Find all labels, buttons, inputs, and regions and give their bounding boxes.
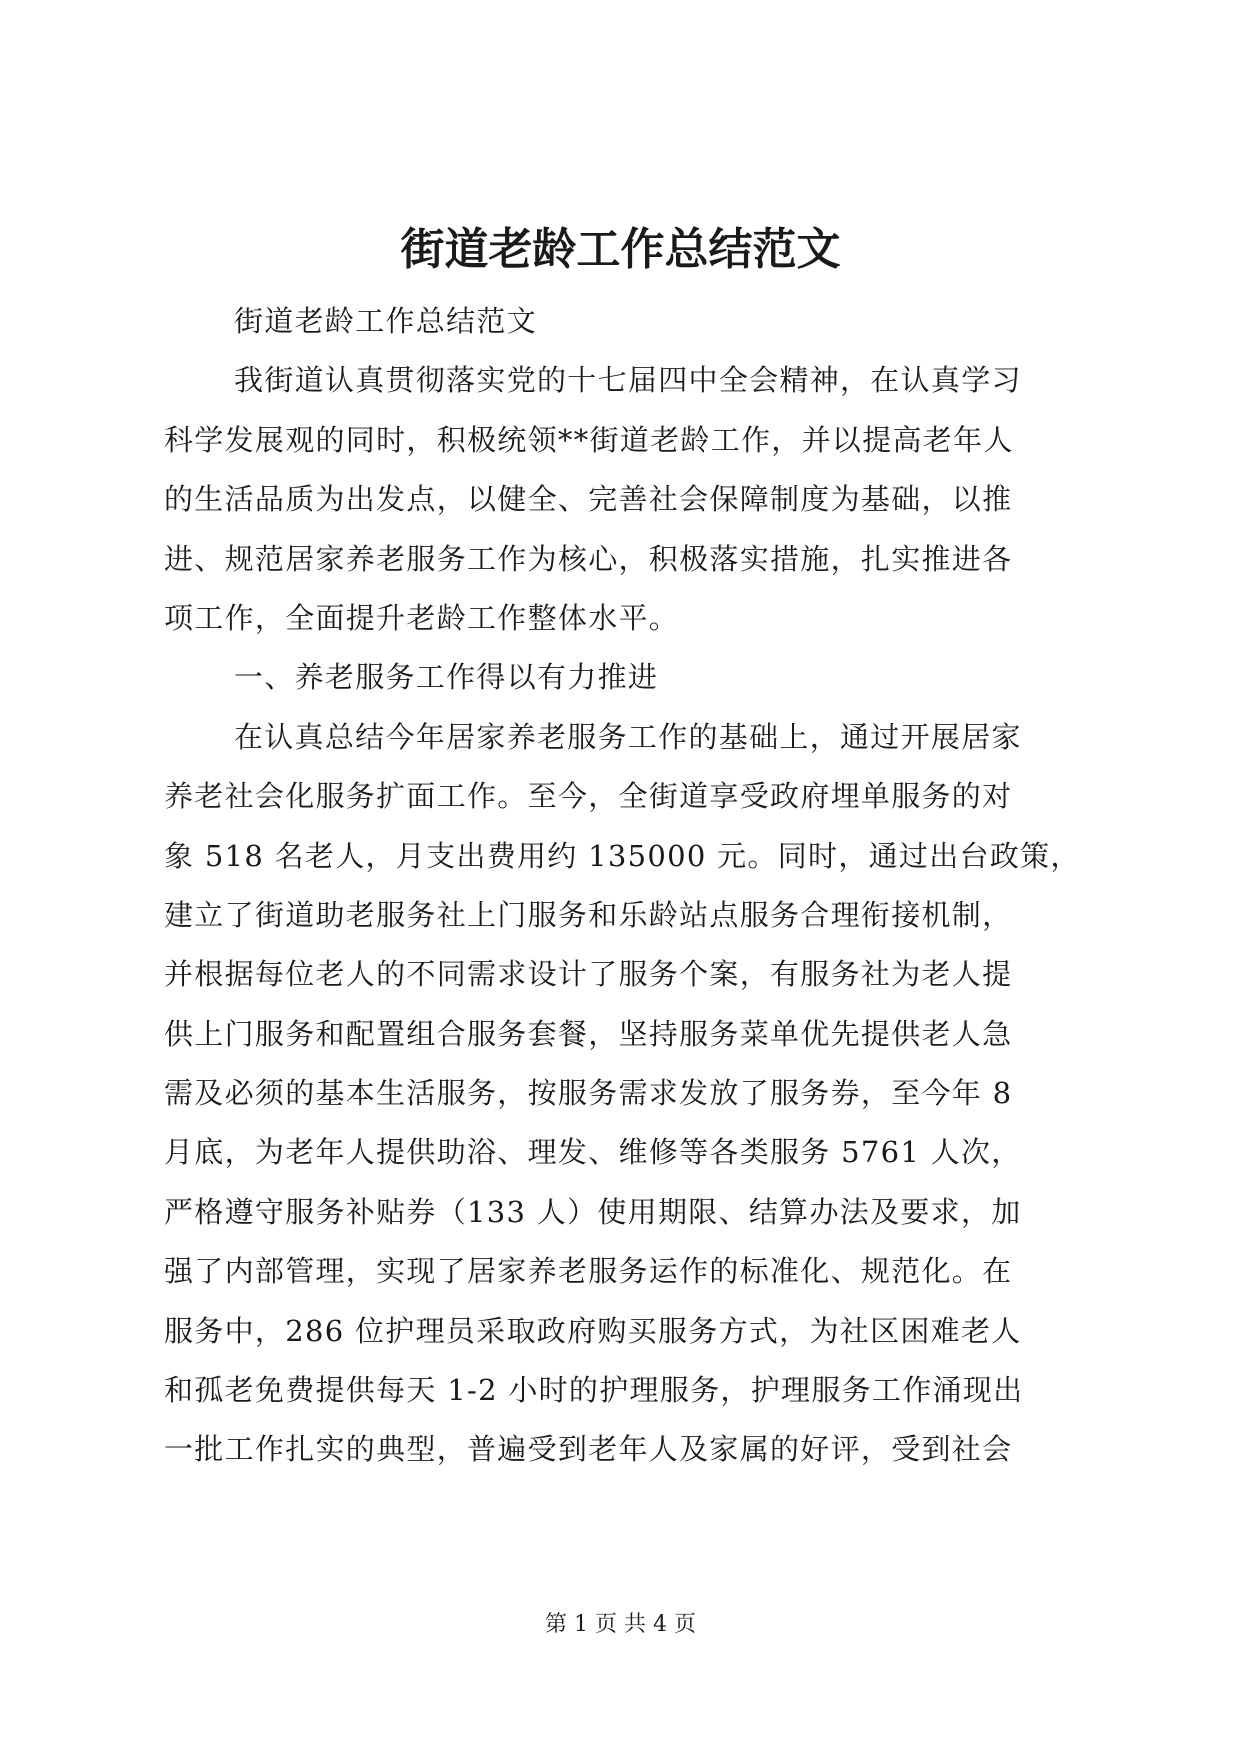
paragraph-line: 项工作，全面提升老龄工作整体水平。 [164,600,680,635]
paragraph-line: 并根据每位老人的不同需求设计了服务个案，有服务社为老人提 [164,957,1013,992]
paragraph-line: 我街道认真贯彻落实党的十七届四中全会精神，在认真学习 [234,363,1022,398]
paragraph-line: 月底，为老年人提供助浴、理发、维修等各类服务 5761 人次， [164,1135,1022,1170]
paragraph-line: 象 518 名老人，月支出费用约 135000 元。同时，通过出台政策， [164,838,1081,873]
paragraph-line: 的生活品质为出发点，以健全、完善社会保障制度为基础，以推 [164,482,1013,517]
document-title: 街道老龄工作总结范文 [400,224,841,275]
paragraph-line: 服务中，286 位护理员采取政府购买服务方式，为社区困难老人 [164,1313,1022,1348]
paragraph-line: 进、规范居家养老服务工作为核心，积极落实措施，扎实推进各 [164,541,1013,576]
section-heading: 一、养老服务工作得以有力推进 [234,660,659,695]
paragraph-line: 养老社会化服务扩面工作。至今，全街道享受政府埋单服务的对 [164,779,1013,814]
paragraph-line: 供上门服务和配置组合服务套餐，坚持服务菜单优先提供老人急 [164,1016,1013,1051]
page-number-footer: 第 1 页 共 4 页 [545,1612,696,1637]
paragraph-line: 和孤老免费提供每天 1-2 小时的护理服务，护理服务工作涌现出 [164,1373,1024,1408]
subtitle-line: 街道老龄工作总结范文 [234,304,538,338]
paragraph-line: 严格遵守服务补贴券（133 人）使用期限、结算办法及要求，加 [164,1194,1022,1229]
paragraph-line: 一批工作扎实的典型，普遍受到老年人及家属的好评，受到社会 [164,1432,1013,1467]
paragraph-line: 建立了街道助老服务社上门服务和乐龄站点服务合理衔接机制， [164,897,1013,932]
paragraph-line: 科学发展观的同时，积极统领**街道老龄工作，并以提高老年人 [164,422,1014,457]
paragraph-line: 在认真总结今年居家养老服务工作的基础上，通过开展居家 [234,719,1022,754]
document-body [164,292,1084,1480]
paragraph-line: 强了内部管理，实现了居家养老服务运作的标准化、规范化。在 [164,1254,1013,1289]
paragraph-line: 需及必须的基本生活服务，按服务需求发放了服务券，至今年 8 [164,1076,1013,1111]
